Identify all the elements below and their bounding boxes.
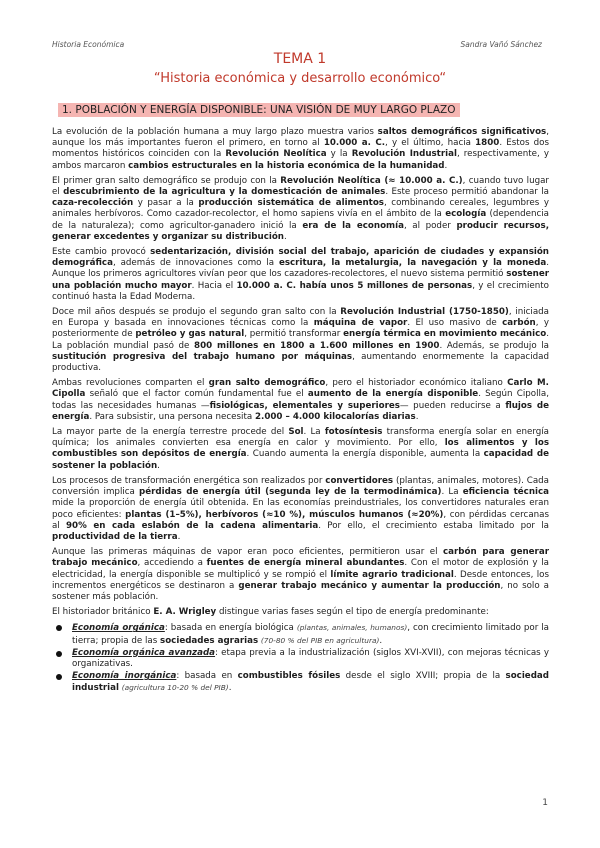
text-run: : basada en energía biológica — [164, 623, 297, 634]
text-run: y pasar a la — [133, 198, 199, 209]
bold-text: Revolución Neolítica (≈ 10.000 a. C.) — [280, 175, 463, 186]
bold-text: carbón para generar trabajo mecánico — [52, 547, 549, 569]
bold-text: productividad de la tierra — [52, 531, 178, 542]
phases-list — [52, 622, 549, 694]
text-run: . — [444, 160, 448, 171]
text-run: , aunque los más importantes fueron el primero, en torno al — [52, 127, 549, 149]
header-author: Sandra Vañó Sánchez — [460, 40, 542, 49]
text-run: . El uso masivo de — [407, 318, 503, 329]
text-run: , combinando cereales, legumbres y animales herbívoros. Como cazador-recolector, el homo sapiens vivía en el ámbito de la — [52, 198, 550, 220]
text-run: . La población mundial pasó de — [52, 329, 549, 351]
bold-text: 10.000 a. C. había unos 5 millones de personas — [236, 280, 473, 291]
text-run: . La — [441, 487, 463, 498]
paragraph — [52, 127, 549, 172]
text-run: . Cuando aumenta la energía disponible, aumenta la — [246, 449, 484, 460]
section-heading: 1. POBLACIÓN Y ENERGÍA DISPONIBLE: UNA VISIÓN DE MUY LARGO PLAZO — [58, 103, 460, 117]
text-run: , no solo a sostener más población. — [52, 580, 549, 602]
bold-text: eficiencia técnica — [462, 487, 549, 498]
text-run: , accediendo a — [137, 558, 207, 569]
bold-text: caza-recolección — [52, 198, 134, 209]
text-run: . — [283, 231, 287, 242]
text-run: . Con el motor de explosión y la electricidad, la energía disponible se multiplicó y se rompió el — [52, 558, 549, 580]
text-run: . La — [303, 427, 325, 438]
text-run: Doce mil años después se produjo el segundo gran salto con la — [52, 307, 341, 318]
text-run: . Aunque los primeros agricultores vivían peor que los cazadores-recolectores, el nuevo sistema permitió — [52, 258, 549, 280]
bold-text: E. A. Wrigley — [153, 607, 217, 618]
paragraph — [52, 378, 549, 423]
text-run: , al poder — [403, 220, 457, 231]
bold-text: Revolución Neolítica — [225, 149, 327, 160]
text-run: . — [228, 683, 232, 694]
paragraph-list — [52, 127, 549, 618]
text-run: : etapa previa a la industrialización (siglos XVI-XVII), con mejoras técnicas y organizativas. — [72, 647, 549, 669]
text-run: , cuando tuvo lugar el — [52, 175, 549, 198]
bold-text: sustitución progresiva del trabajo humano por máquinas — [52, 351, 353, 362]
text-run: . Para subsistir, una persona necesita — [89, 411, 255, 422]
bold-text: plantas (1–5%), herbívoros (≈10 %), músculos humanos (≈20%) — [125, 509, 444, 520]
bold-text: 10.000 a. C. — [323, 138, 386, 149]
paragraph — [52, 176, 549, 243]
text-run: . Desde entonces, los incrementos energéticos se destinaron a — [52, 569, 550, 591]
paragraph — [52, 607, 549, 618]
text-run: , con crecimiento limitado por la tierra; propia de las — [72, 623, 549, 646]
text-run: , pero el historiador económico italiano — [325, 378, 508, 389]
bold-text: gran salto demográfico — [208, 378, 326, 389]
text-run: : basada en — [176, 671, 238, 682]
text-run: . Por ello, el crecimiento estaba limitado por la — [318, 520, 549, 531]
text-run: , y el último, hacia — [385, 138, 476, 149]
bold-text: fuentes de energía mineral abundantes — [206, 558, 405, 569]
bold-text: flujos de energía — [52, 400, 549, 422]
bold-text: ecología — [445, 209, 487, 220]
bold-text: pérdidas de energía útil (segunda ley de la termodinámica) — [139, 487, 442, 498]
bold-text: generar trabajo mecánico y aumentar la producción — [238, 580, 501, 591]
phase-name: Economía orgánica avanzada — [72, 647, 216, 658]
text-run: y la — [326, 149, 352, 160]
paragraph — [52, 247, 549, 303]
bold-text: fotosíntesis — [324, 427, 383, 438]
phase-item — [66, 648, 549, 670]
note-text: (70-80 % del PIB en agricultura) — [260, 635, 380, 645]
bold-text: límite agrario tradicional — [330, 569, 454, 580]
bold-text: sociedad industrial — [72, 671, 549, 694]
paragraph — [52, 476, 549, 543]
note-text: (agricultura 10-20 % del PIB) — [121, 683, 229, 693]
text-run: transforma energía solar en energía química; los animales convierten esa energía en calor y movimiento. Por ello, — [52, 427, 549, 449]
page-number: 1 — [542, 798, 548, 808]
paragraph — [52, 427, 549, 472]
text-run: . — [379, 635, 383, 646]
bold-text: 2.000 – 4.000 kilocalorías diarias — [254, 411, 416, 422]
document-title — [0, 50, 600, 88]
phase-name: Economía orgánica — [72, 623, 165, 634]
text-run: , permitió transformar — [244, 329, 344, 340]
bold-text: capacidad de sostener la población — [52, 449, 549, 471]
document-body — [52, 127, 549, 696]
text-run: , y posteriormente de — [52, 318, 549, 340]
text-run: . Estos dos momentos históricos coinciden con la — [52, 138, 550, 160]
phase-name: Economía inorgánica — [72, 671, 177, 682]
text-run: El historiador británico — [52, 607, 154, 618]
bold-text: producción sistemática de alimentos — [198, 198, 384, 209]
bold-text: descubrimiento de la agricultura y la domesticación de animales — [63, 187, 386, 198]
text-run: El primer gran salto demográfico se produjo con la — [52, 175, 281, 186]
text-run: , con pérdidas cercanas al — [52, 509, 549, 531]
text-run: Los procesos de transformación energética son realizados por — [52, 475, 326, 486]
phase-item — [66, 671, 549, 694]
text-run: , respectivamente, y ambos marcaron — [52, 149, 549, 171]
text-run: — pueden reducirse a — [399, 400, 506, 411]
bold-text: petróleo y gas natural — [135, 329, 245, 340]
text-run: Ambas revoluciones comparten el — [52, 378, 209, 389]
bold-text: sedentarización, división social del trabajo, aparición de ciudades y expansión demográfica — [52, 247, 549, 269]
bold-text: Revolución Industrial — [351, 149, 457, 160]
bold-text: saltos demográficos significativos — [377, 127, 547, 137]
bold-text: convertidores — [325, 475, 394, 486]
bold-text: 90% en cada eslabón de la cadena alimentaria — [66, 520, 319, 531]
bold-text: carbón — [502, 318, 536, 329]
text-run: . — [157, 460, 160, 471]
text-run: . Hacia el — [191, 280, 237, 291]
bold-text: máquina de vapor — [313, 318, 408, 329]
text-run: . — [415, 411, 419, 422]
note-text: (plantas, animales, humanos) — [296, 623, 408, 633]
bold-text: sociedades agrarias — [160, 635, 259, 646]
text-run: señaló que el factor común fundamental fue el — [85, 389, 308, 400]
text-run: La mayor parte de la energía terrestre procede del — [52, 427, 289, 438]
text-run: , aumentando enormemente la capacidad productiva. — [52, 351, 549, 374]
bold-text: Carlo M. Cipolla — [52, 378, 549, 400]
phase-item — [66, 622, 549, 646]
bold-text: Revolución Industrial (1750-1850) — [340, 307, 509, 318]
text-run: Este cambio provocó — [52, 247, 151, 258]
title-subtitle: “Historia económica y desarrollo económico“ — [153, 71, 447, 86]
bold-text: cambios estructurales en la historia económica de la humanidad — [128, 160, 445, 171]
bold-text: los alimentos y los combustibles son depósitos de energía — [52, 438, 549, 460]
header-subject: Historia Económica — [52, 40, 125, 49]
bold-text: fisiológicas, elementales y superiores — [209, 400, 400, 411]
text-run: La evolución de la población humana a muy largo plazo muestra varios — [52, 127, 378, 137]
bold-text: producir recursos, generar excedentes y organizar su distribución — [52, 220, 549, 242]
bold-text: sostener una población mucho mayor — [52, 269, 549, 291]
bold-text: 800 millones en 1800 a 1.600 millones en 1900 — [194, 340, 440, 351]
text-run: . — [177, 531, 181, 542]
text-run: , iniciada en Europa y basada en innovaciones técnicas como la — [52, 307, 549, 329]
bold-text: era de la economía — [302, 220, 404, 231]
text-run: , además de innovaciones como la — [112, 258, 279, 269]
text-run: , y el crecimiento continuó hasta la Edad Moderna. — [52, 280, 549, 302]
paragraph — [52, 307, 549, 374]
text-run: distingue varias fases según el tipo de energía predominante: — [216, 607, 489, 618]
bold-text: escritura, la metalurgia, la navegación y la moneda — [278, 258, 547, 269]
text-run: . Además, se produjo la — [439, 340, 549, 351]
bold-text: Sol — [288, 427, 304, 438]
paragraph — [52, 547, 549, 603]
text-run: . Según Cipolla, todas las necesidades humanas — — [52, 389, 549, 411]
bold-text: aumento de la energía disponible — [307, 389, 479, 400]
bold-text: 1800 — [475, 138, 500, 149]
text-run: Aunque las primeras máquinas de vapor eran poco eficientes, permitieron usar el — [52, 547, 444, 558]
bold-text: combustibles fósiles — [237, 671, 341, 682]
title-main: TEMA 1 — [273, 51, 327, 67]
text-run: mide la proporción de energía útil obtenida. En las economías preindustriales, los convertidores naturales eran poco eficientes: — [52, 498, 549, 520]
bold-text: energía térmica en movimiento mecánico — [343, 329, 547, 340]
text-run: . Este proceso permitió abandonar la — [385, 187, 549, 198]
text-run: desde el siglo XVIII; propia de la — [340, 671, 506, 682]
text-run: (dependencia de la naturaleza); como agricultor-ganadero inició la — [52, 209, 550, 231]
text-run: (plantas, animales, motores). Cada conversión implica — [52, 475, 549, 498]
